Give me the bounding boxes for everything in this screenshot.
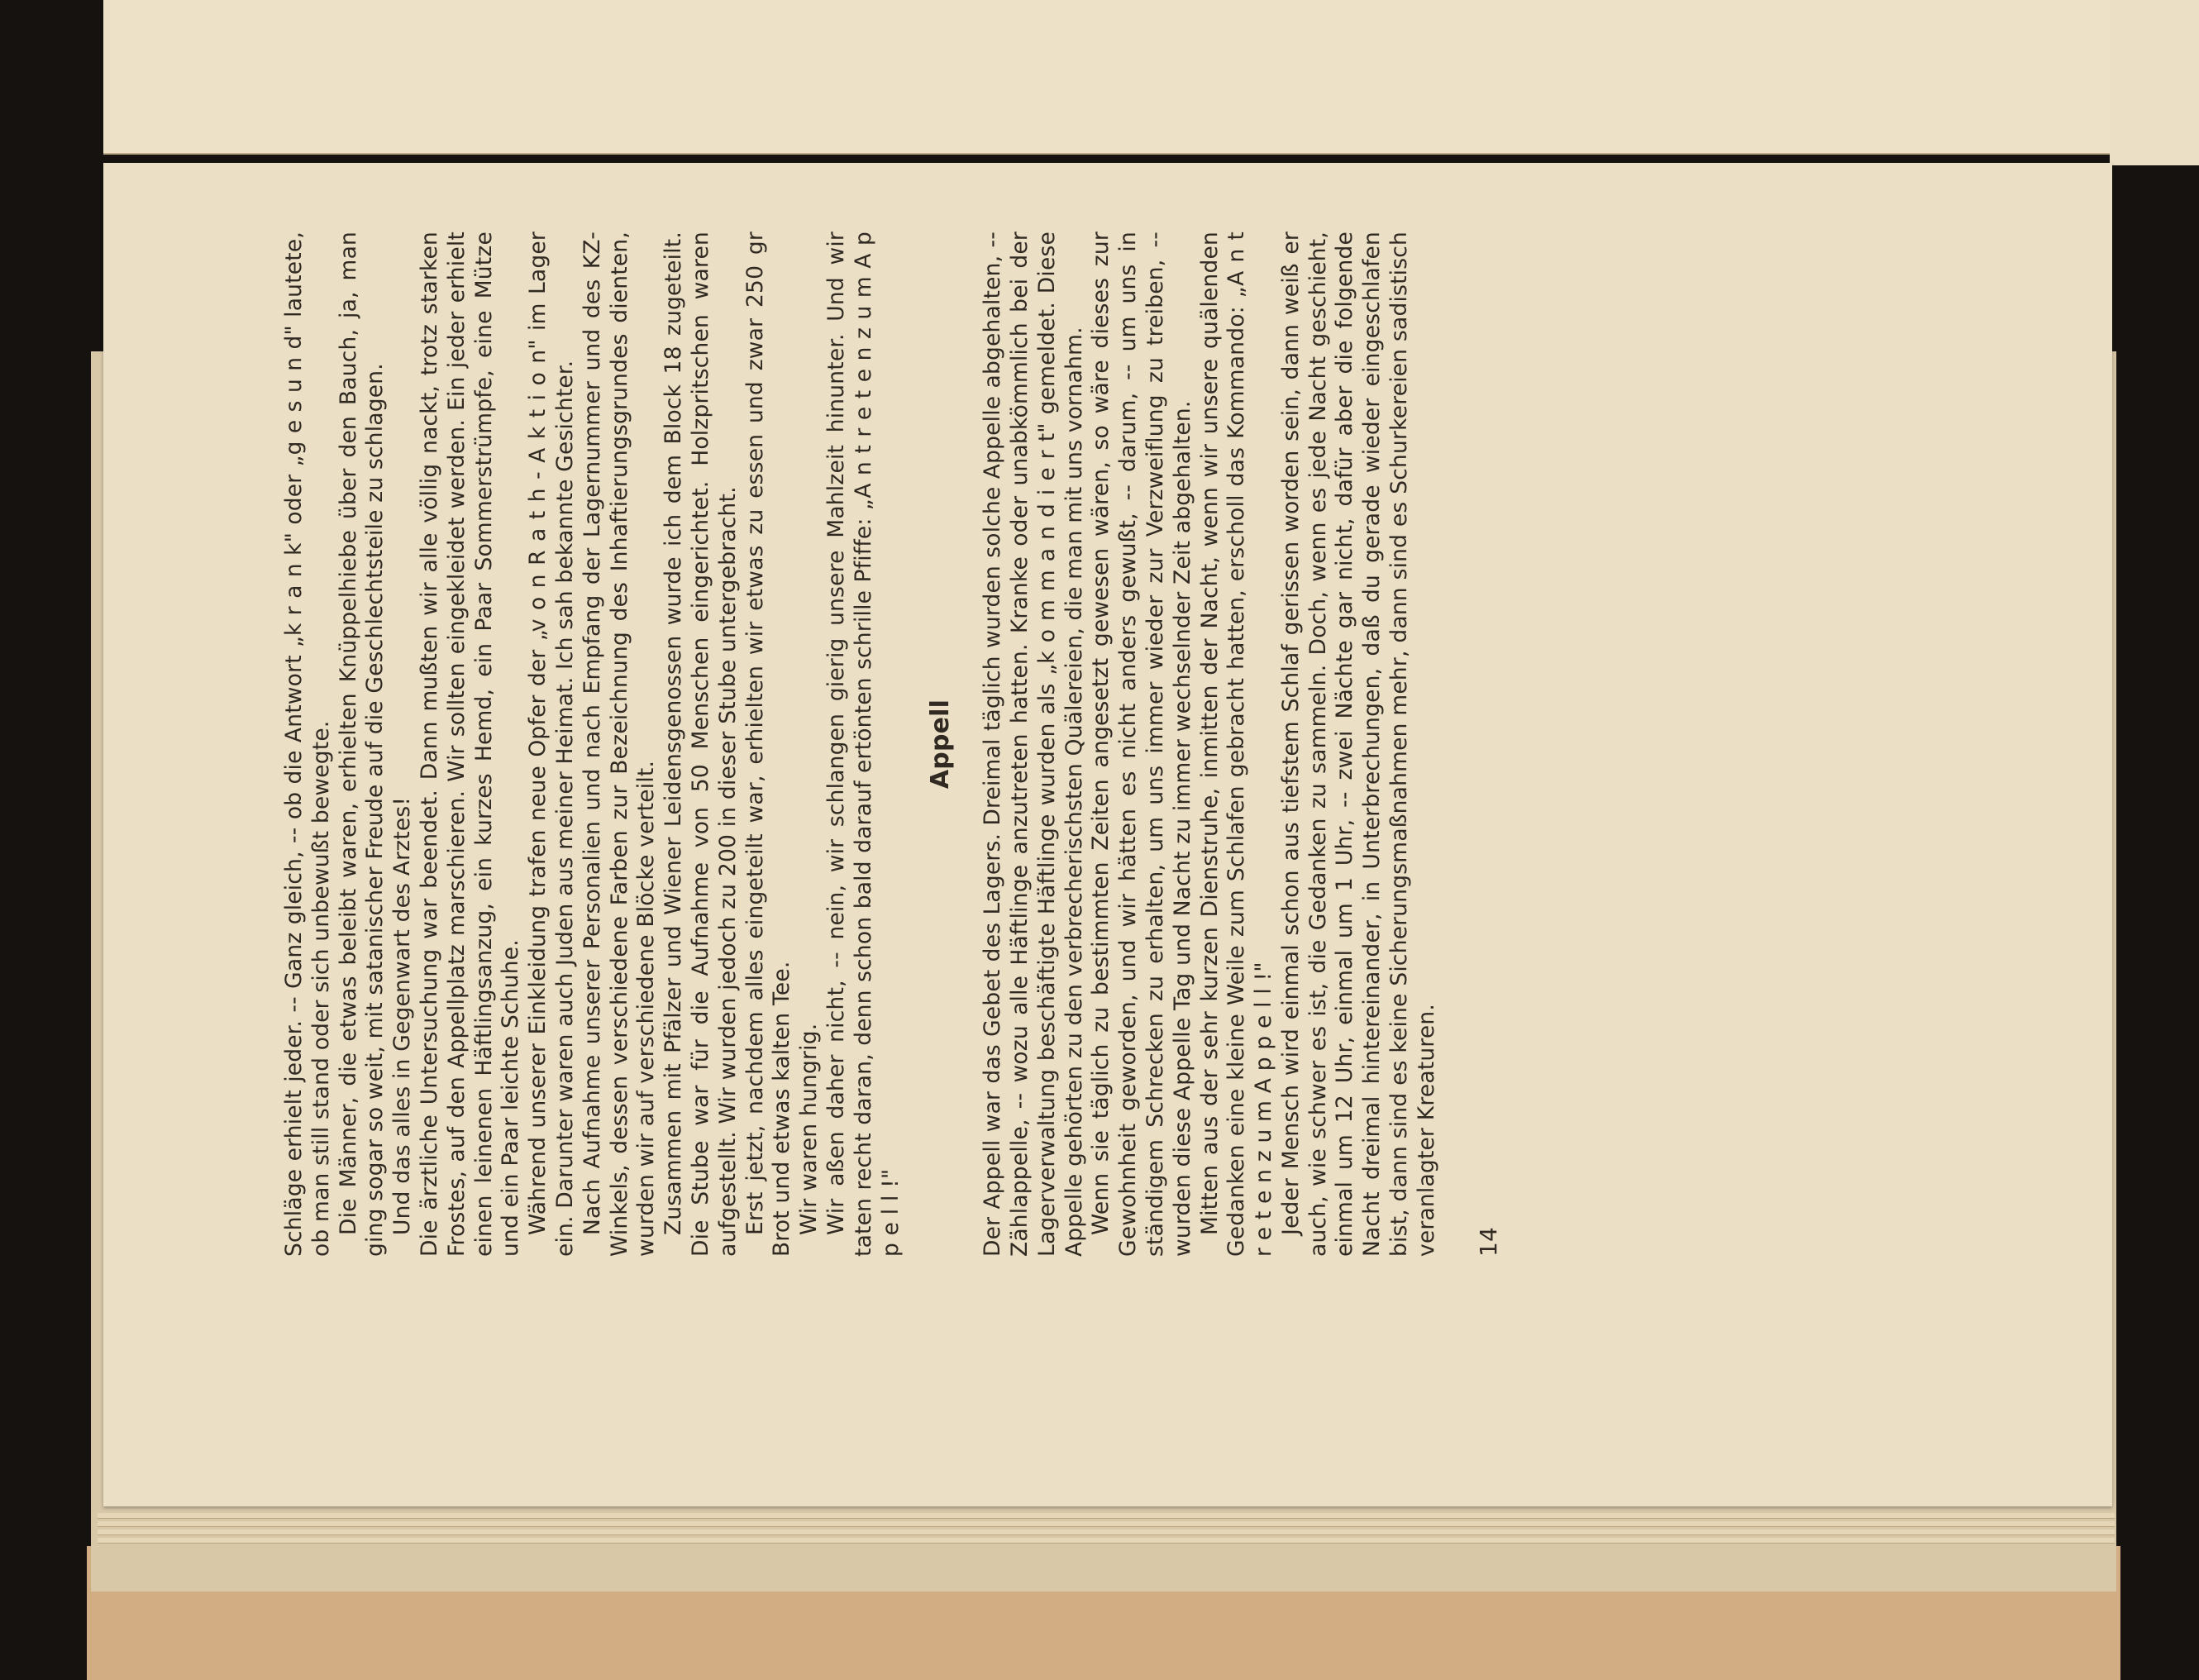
paragraph: Erst jetzt, nachdem alles eingeteilt war, erhielten wir etwas zu essen und zwar 250 gr Brot und etwas kalten Tee. [742, 231, 795, 1257]
page-edge [98, 1513, 2115, 1519]
paragraph: Wir aßen daher nicht, -- nein, wir schlangen gierig unsere Mahlzeit hinunter. Und wir taten recht daran, denn schon bald darauf ertönten schrille Pfiffe: „A n t r e t e n z u m A p p e l l !" [823, 231, 904, 1257]
page-edge [98, 1521, 2115, 1527]
page-text-block [281, 231, 1901, 1257]
paragraph: Die ärztliche Untersuchung war beendet. Dann mußten wir alle völlig nackt, trotz starken Frostes, auf den Appellplatz marschieren. Wir sollten eingekleidet werden. Ein jeder erhielt einen leinenen Häftlingsanzug, ein kurzes Hemd, ein Paar Sommerstrümpfe, eine Mütze und ein Paar leichte Schuhe. [416, 231, 524, 1257]
paragraph: Während unserer Einkleidung trafen neue Opfer der „v o n R a t h - A k t i o n" im Lager ein. Darunter waren auch Juden aus meiner Heimat. Ich sah bekannte Gesichter. [525, 231, 578, 1257]
page-edge [98, 1538, 2115, 1544]
previous-page-edge [103, 0, 2145, 155]
paragraph: Zusammen mit Pfälzer und Wiener Leidensgenossen wurde ich dem Block 18 zugeteilt. Die Stube war für die Aufnahme von 50 Menschen eingerichtet. Holzpritschen waren aufgestellt. Wir wurden jedoch zu 200 in dieser Stube untergebracht. [661, 231, 741, 1257]
page-edge [98, 1530, 2115, 1535]
paragraph: Der Appell war das Gebet des Lagers. Dreimal täglich wurden solche Appelle abgehalten, -- Zählappelle, -- wozu alle Häftlinge anzutreten hatten. Kranke oder unabkömmlich bei der Lagerverwaltung beschäftigte Häftlinge wurden als „k o m m a n d i e r t" gemeldet. Diese Appelle gehörten zu den verbrecherischsten Quälereien, die man mit uns vornahm. [980, 231, 1087, 1257]
paragraph: Mitten aus der sehr kurzen Dienstruhe, inmitten der Nacht, wenn wir unsere quälenden Gedanken eine kleine Weile zum Schlafen gebracht hatten, erscholl das Kommando: „A n t r e t e n z u m A p p e l l !" [1196, 231, 1277, 1257]
paragraph: Schläge erhielt jeder. -- Ganz gleich, -- ob die Antwort „k r a n k" oder „g e s u n d" lautete, ob man still stand oder sich unbewußt bewegte. [281, 231, 334, 1257]
paragraph: Und das alles in Gegenwart des Arztes! [389, 796, 416, 1235]
page-number: 14 [1474, 1226, 1502, 1257]
section-title: Appell [926, 699, 956, 790]
paragraph: Nach Aufnahme unserer Personalien und nach Empfang der Lagernummer und des KZ-Winkels, dessen verschiedene Farben zur Bezeichnung des Inhaftierungsgrundes dienten, wurden wir auf verschiedene Blöcke verteilt. [579, 231, 660, 1257]
facing-page-corner [2110, 0, 2199, 165]
paragraph: Wenn sie täglich zu bestimmten Zeiten angesetzt gewesen wären, so wäre dieses zur Gewohnheit geworden, und wir hätten es nicht anders gewußt, -- darum, -- um uns in ständigem Schrecken zu erhalten, um uns immer wieder zur Verzweiflung zu treiben, -- wurden diese Appelle Tag und Nacht zu immer wechselnder Zeit abgehalten. [1088, 231, 1195, 1257]
paragraph: Die Männer, die etwas beleibt waren, erhielten Knüppelhiebe über den Bauch, ja, man ging sogar so weit, mit satanischer Freude auf die Geschlechtsteile zu schlagen. [335, 231, 389, 1257]
paragraph: Wir waren hungrig. [796, 1023, 823, 1235]
paragraph: Jeder Mensch wird einmal schon aus tiefstem Schlaf gerissen worden sein, dann weiß er auch, wie schwer es ist, die Gedanken zu sammeln. Doch, wenn es jede Nacht geschieht, einmal um 12 Uhr, einmal um 1 Uhr, -- zwei Nächte gar nicht, dafür aber die folgende Nacht dreimal hintereinander, in Unterbrechungen, daß du gerade wieder eingeschlafen bist, dann sind es keine Sicherungsmaßnahmen mehr, dann sind es Schurkereien sadistisch veranlagter Kreaturen. [1277, 231, 1439, 1257]
